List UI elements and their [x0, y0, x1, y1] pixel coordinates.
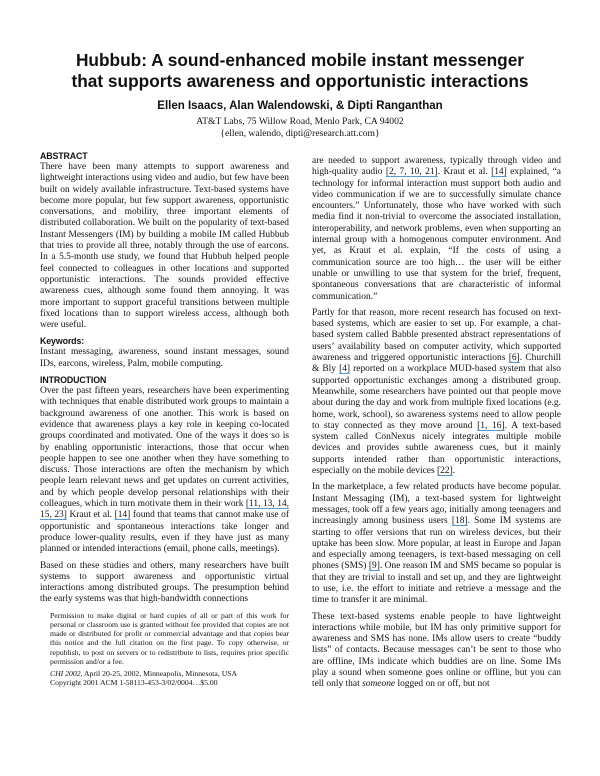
body-paragraph: [312, 612, 561, 691]
citation-link[interactable]: [9]: [368, 561, 380, 572]
abstract-text: There have been many attempts to support awareness and lightweight interactions using video and audio, but few have been built on widely available infrastructure. Text-based systems have become more popular, but few support awareness, opportunistic conversations, and mobility, three important elements of distributed collaboration. We built on the popularity of text-based Instant Messengers (IM) by building a mobile IM called Hubbub that tries to provide all three, notably through the use of earcons. In a 5.5-month use study, we found that Hubbub helped people feel connected to colleagues in other locations and supported opportunistic interactions. The sounds provided effective awareness cues, although some found them annoying. It was more important to support graceful transitions between multiple fixed locations than to support wireless access, although both were useful.: [40, 162, 289, 331]
body-paragraph: [312, 482, 561, 606]
introduction-left: [40, 386, 289, 606]
keywords-heading: Keywords:: [40, 336, 85, 347]
paragraph-text: Kraut et al.: [66, 510, 115, 521]
title-line-1: Hubbub: A sound-enhanced mobile instant messenger: [75, 50, 525, 70]
citation-link[interactable]: [14]: [114, 510, 131, 521]
paragraph-text: In the marketplace, a few related products have become popular. Instant Messaging (IM), a text-based system for lightweight messages, took off a few years ago, initially among teenagers and increasingly among business users: [312, 482, 561, 527]
paragraph-text: . Some IM systems are starting to offer versions that run on wireless devices, but their uptake has been slow. More popular, at least in Europe and Japan and especially among teenagers, is text-based messaging on cell phones (SMS): [312, 516, 561, 572]
paragraph-text: reported on a workplace MUD-based system that also supported opportunistic exchanges among a distributed group. Meanwhile, some researchers have pointed out that people move about during the day and work from multiple fixed locations (e.g. home, work, school), so awareness systems need to allow people to stay connected as they move around: [312, 364, 561, 431]
abstract-heading: ABSTRACT: [40, 151, 88, 161]
body-paragraph: [312, 308, 561, 477]
paragraph-text: explained, “a technology for informal interaction must support both audio and video communication if we are to successfully simulate chance encounters.” Unfortunately, those who have worked with such media find it non-trivial to overcome the associated installation, interoperability, and network problems, even when supporting an internal group with a homogenous computer environment. And yet, as Kraut et al. explain, “If the costs of using a communication source are too high… the user will be either unable or unwilling to use that system for the brief, frequent, spontaneous conversations that are characteristic of informal communication.”: [312, 167, 561, 302]
introduction-right: [312, 156, 561, 691]
paragraph-text: found that teams that cannot make use of opportunistic and spontaneous interactions take longer and produce lower-quality results, even if they have just as many planned or intended interactions (email, phone calls, meetings).: [40, 510, 289, 555]
citation-link[interactable]: [1, 16]: [477, 420, 505, 431]
paper-title: [0, 50, 600, 92]
conference-name: CHI 2002: [50, 668, 81, 678]
paragraph-text: are needed to support awareness, typically through video and high-quality audio: [312, 156, 561, 178]
citation-link[interactable]: [2, 7, 10, 21]: [385, 167, 438, 178]
address: AT&T Labs, 75 Willow Road, Menlo Park, CA 94002: [196, 116, 404, 127]
citation-link[interactable]: [22]: [437, 466, 453, 477]
paragraph-text: Based on these studies and others, many researchers have built systems to support awareness and opportunistic virtual interactions among distributed groups. The presumption behind the early systems was that high-bandwidth connections: [40, 560, 289, 605]
paragraph-text: . One reason IM and SMS became so popular is that they are trivial to install and set up, and they are lightweight to use, i.e. the effort to initiate and retrieve a message and the time to transfer it are minimal.: [312, 561, 562, 606]
paragraph-text: .: [452, 466, 456, 477]
paragraph-text: These text-based systems enable people to have lightweight interactions while mobile, but IM has only primitive support for awareness and SMS has none. IMs allow users to create “buddy lists” of contacts. Because messages can’t be sent to those who are offline, IMs indicate which buddies are on line. Some IMs play a sound when someone goes online or offline, but you can tell only that: [312, 611, 561, 690]
left-column: [40, 151, 289, 690]
conference-details: , April 20-25, 2002, Minneapolis, Minnesota, USA: [80, 668, 238, 678]
copyright: Copyright 2001 ACM 1-58113-453-3/02/0004…$5.00: [50, 678, 218, 688]
emails: {ellen, walendo, dipti@research.att.com}: [220, 127, 380, 139]
introduction-heading: INTRODUCTION: [40, 375, 107, 386]
body-paragraph: [40, 386, 289, 555]
body-paragraph: [40, 561, 289, 606]
citation-link[interactable]: [14]: [491, 167, 507, 178]
title-line-2: that supports awareness and opportunistic interactions: [71, 71, 529, 91]
citation-link[interactable]: [18]: [451, 516, 468, 527]
affiliation: [0, 116, 600, 139]
emphasis-text: someone: [362, 679, 396, 690]
body-paragraph: [312, 156, 561, 303]
paragraph-text: . Churchill & Bly: [312, 353, 561, 375]
citation-link[interactable]: [11, 13, 14, 15, 23]: [40, 499, 289, 521]
citation-link[interactable]: [6]: [508, 353, 520, 364]
right-column: [312, 156, 561, 696]
paragraph-text: . Kraut et al.: [437, 167, 492, 178]
permission-block: [50, 611, 289, 688]
permission-notice: Permission to make digital or hard copies of all or part of this work for personal or classroom use is granted without fee provided that copies are not made or distributed for profit or commercial advantage and that copies bear this notice and the full citation on the first page. To copy otherwise, or republish, to post on servers or to redistribute to lists, requires prior specific permission and/or a fee.: [50, 610, 289, 666]
citation-link[interactable]: [4]: [339, 364, 351, 375]
paragraph-text: . A text-based system called ConNexus nicely integrates multiple mobile devices and provides subtle awareness cues, but it mainly supports intended rather than opportunistic interactions, especially on the mobile devices: [312, 420, 561, 477]
paragraph-text: Partly for that reason, more recent research has focused on text-based systems, which are easier to set up. For example, a chat-based system called Babble presented abstract representations of users’ availability based on computer activity, which supported awareness and triggered opportunistic interactions: [312, 307, 561, 364]
paragraph-text: Over the past fifteen years, researchers have been experimenting with techniques that enable distributed work groups to maintain a background awareness of one another. This work is based on evidence that awareness plays a key role in keeping co-located groups coordinated and motivated. One of the ways it does so is by enabling opportunistic interactions, those that occur when people happen to see one another when they have something to discuss. Those interactions are often the mechanism by which people learn relevant news and get updates on current activities, and by which people develop personal relationships with their colleagues, which in turn motivate them in their work: [40, 386, 289, 510]
paragraph-text: logged on or off, but not: [395, 679, 490, 690]
conference-info: [50, 669, 289, 678]
keywords-text: Instant messaging, awareness, sound instant messages, sound IDs, earcons, wireless, Palm, mobile computing.: [40, 347, 289, 369]
authors: Ellen Isaacs, Alan Walendowski, & Dipti Ranganthan: [157, 100, 443, 112]
